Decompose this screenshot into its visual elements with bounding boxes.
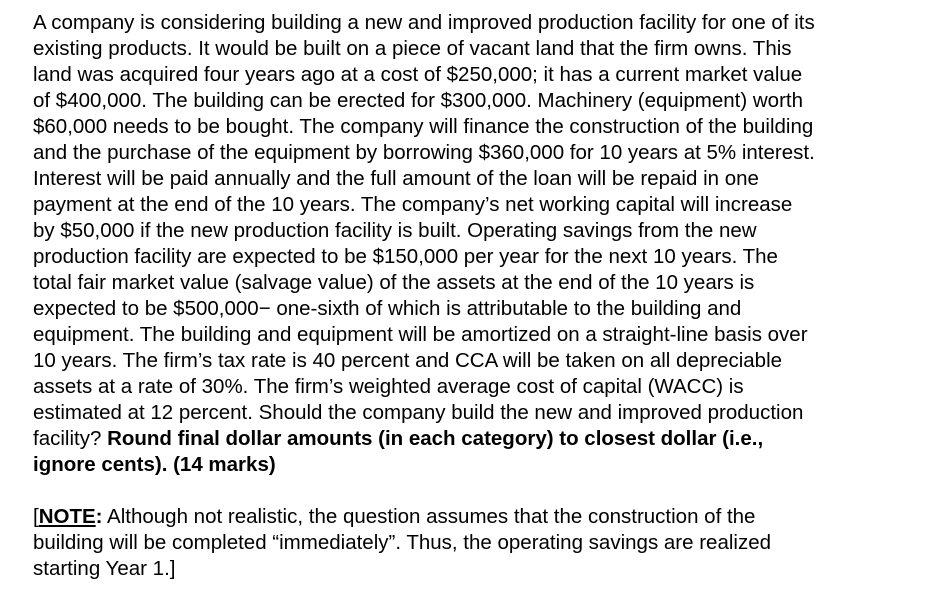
question-line-3: land was acquired four years ago at a cost of $250,000; it has a current market value — [33, 63, 803, 86]
question-line-11: total fair market value (salvage value) of the assets at the end of the 10 years is — [33, 271, 755, 294]
question-line-16: estimated at 12 percent. Should the company build the new and improved production — [33, 401, 804, 424]
question-line-17 — [33, 426, 923, 452]
question-line-2: existing products. It would be built on a piece of vacant land that the firm owns. This — [33, 37, 792, 60]
question-line-15: assets at a rate of 30%. The firm’s weighted average cost of capital (WACC) is — [33, 375, 744, 398]
rounding-instruction: Round final dollar amounts (in each category) to closest dollar (i.e., — [107, 427, 764, 450]
question-line-4: of $400,000. The building can be erected for $300,000. Machinery (equipment) worth — [33, 89, 804, 112]
question-paragraph — [33, 10, 923, 478]
question-line-13: equipment. The building and equipment will be amortized on a straight-line basis over — [33, 323, 808, 346]
question-line-12: expected to be $500,000− one-sixth of which is attributable to the building and — [33, 297, 742, 320]
note-line-1 — [33, 504, 923, 530]
note-line-1-text: Although not realistic, the question assumes that the construction of the — [102, 505, 756, 528]
note-line-2: building will be completed “immediately”. Thus, the operating savings are realized — [33, 531, 771, 554]
paragraph-gap — [33, 478, 923, 504]
question-line-5: $60,000 needs to be bought. The company will finance the construction of the building — [33, 115, 814, 138]
question-line-10: production facility are expected to be $150,000 per year for the next 10 years. The — [33, 245, 778, 268]
note-label: NOTE — [38, 505, 96, 528]
question-line-14: 10 years. The firm’s tax rate is 40 percent and CCA will be taken on all depreciable — [33, 349, 783, 372]
question-line-9: by $50,000 if the new production facility is built. Operating savings from the new — [33, 219, 757, 242]
note-colon: : — [95, 505, 103, 528]
question-line-6: and the purchase of the equipment by borrowing $360,000 for 10 years at 5% interest. — [33, 141, 815, 164]
note-paragraph — [33, 504, 923, 582]
rounding-instruction-end: ignore cents). (14 marks) — [33, 453, 276, 476]
note-line-3: starting Year 1.] — [33, 557, 176, 580]
question-line-8: payment at the end of the 10 years. The company’s net working capital will increase — [33, 193, 793, 216]
document-body — [33, 10, 923, 582]
question-line-7: Interest will be paid annually and the full amount of the loan will be repaid in one — [33, 167, 759, 190]
question-line-17-normal: facility? — [33, 427, 108, 450]
question-line-1: A company is considering building a new and improved production facility for one of its — [33, 11, 815, 34]
note-open-bracket: [ — [33, 505, 39, 528]
